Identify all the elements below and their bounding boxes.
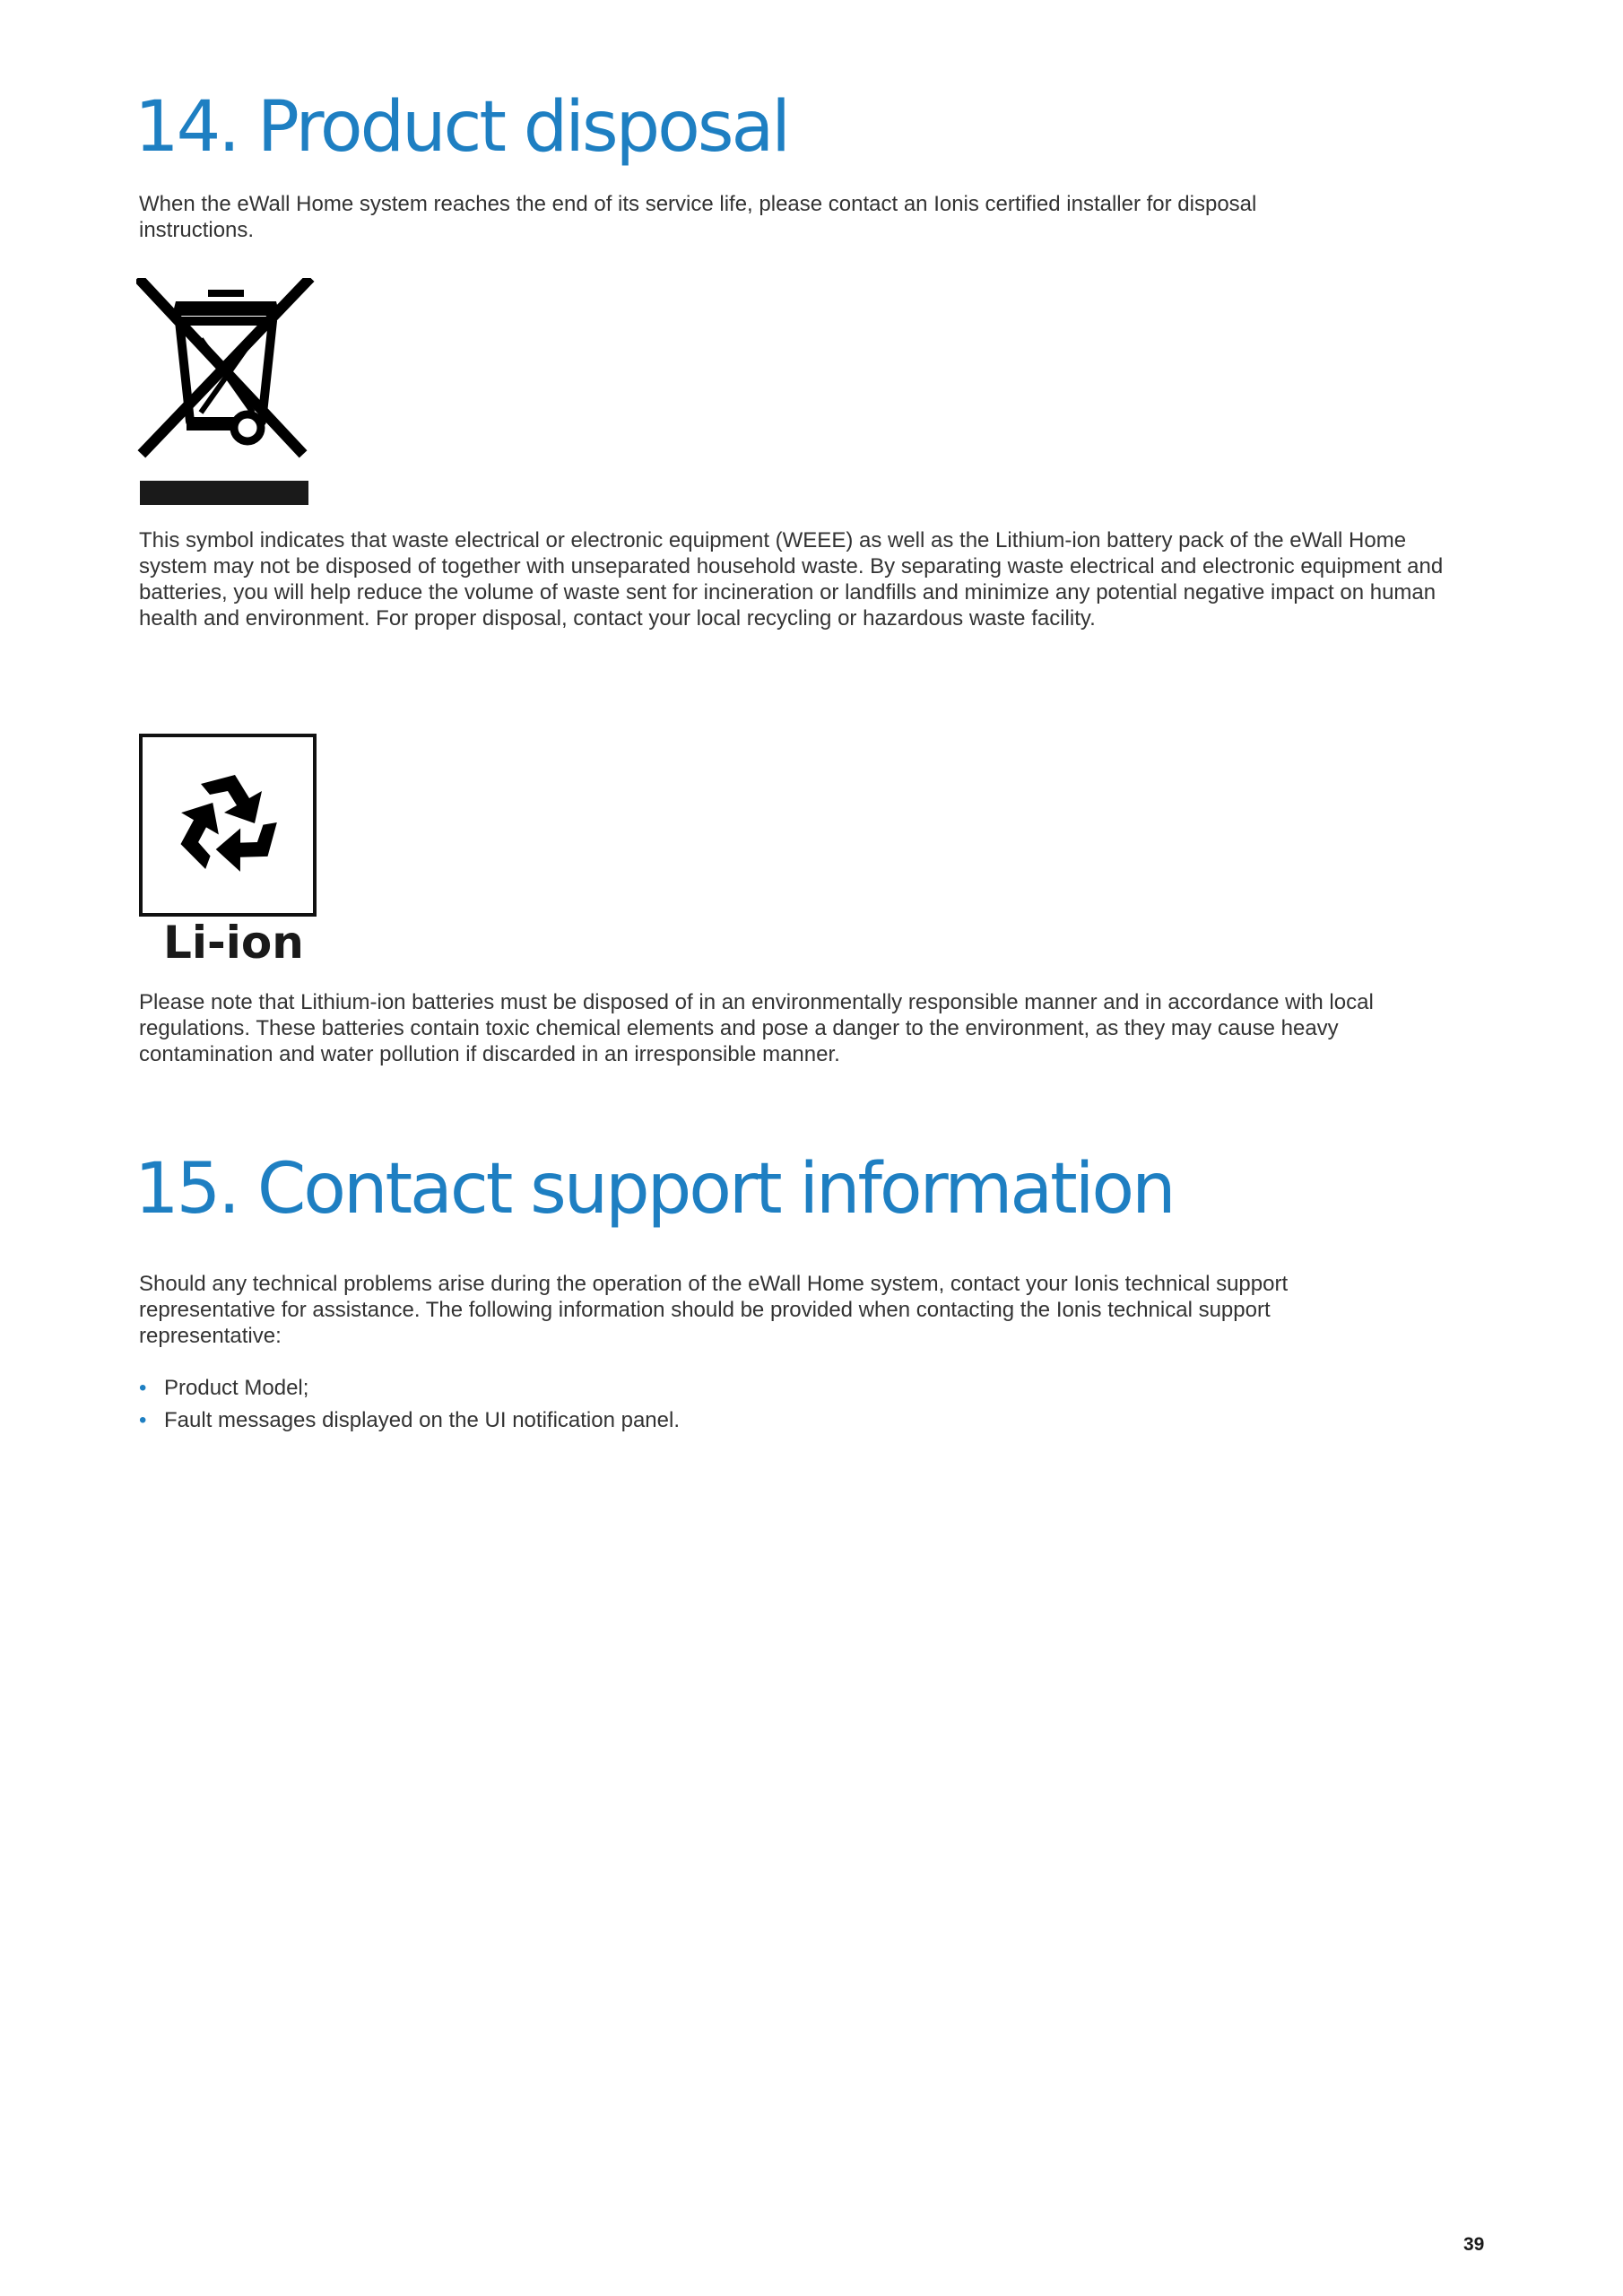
recycle-icon <box>139 734 317 921</box>
disposal-intro-text: When the eWall Home system reaches the end of its service life, please contact an Ionis certified installer for disposal instructions. <box>139 192 1257 242</box>
list-item-text: Fault messages displayed on the UI notification panel. <box>164 1408 681 1432</box>
bullet-icon: • <box>139 1376 147 1400</box>
section-14-heading: 14. Product disposal <box>135 87 788 168</box>
list-item <box>139 1405 680 1437</box>
section-15-heading: 15. Contact support information <box>135 1149 1174 1230</box>
liion-description-text: Please note that Lithium-ion batteries must be disposed of in an environmentally responsible manner and in accordance with local regulations. These batteries contain toxic chemical elements and pose a danger to the environment, as they may cause heavy contamination and water pollution if discarded in an irresponsible manner. <box>139 990 1374 1066</box>
list-item <box>139 1372 680 1405</box>
support-info-list <box>139 1372 680 1437</box>
list-item-text: Product Model; <box>164 1376 309 1400</box>
bullet-icon: • <box>139 1408 147 1432</box>
weee-crossed-bin-icon <box>136 278 316 512</box>
page-number: 39 <box>1463 2234 1485 2255</box>
li-ion-label: Li-ion <box>163 917 304 969</box>
weee-description-text: This symbol indicates that waste electrical or electronic equipment (WEEE) as well as the Lithium-ion battery pack of the eWall Home system may not be disposed of together with unseparated household waste. By separating waste electrical and electronic equipment and batteries, you will help reduce the volume of waste sent for incineration or landfills and minimize any potential negative impact on human health and environment. For proper disposal, contact your local recycling or hazardous waste facility. <box>139 528 1444 631</box>
support-intro-text: Should any technical problems arise during the operation of the eWall Home system, contact your Ionis technical support representative for assistance. The following information should be provided when contacting the Ionis technical support representative: <box>139 1272 1289 1348</box>
